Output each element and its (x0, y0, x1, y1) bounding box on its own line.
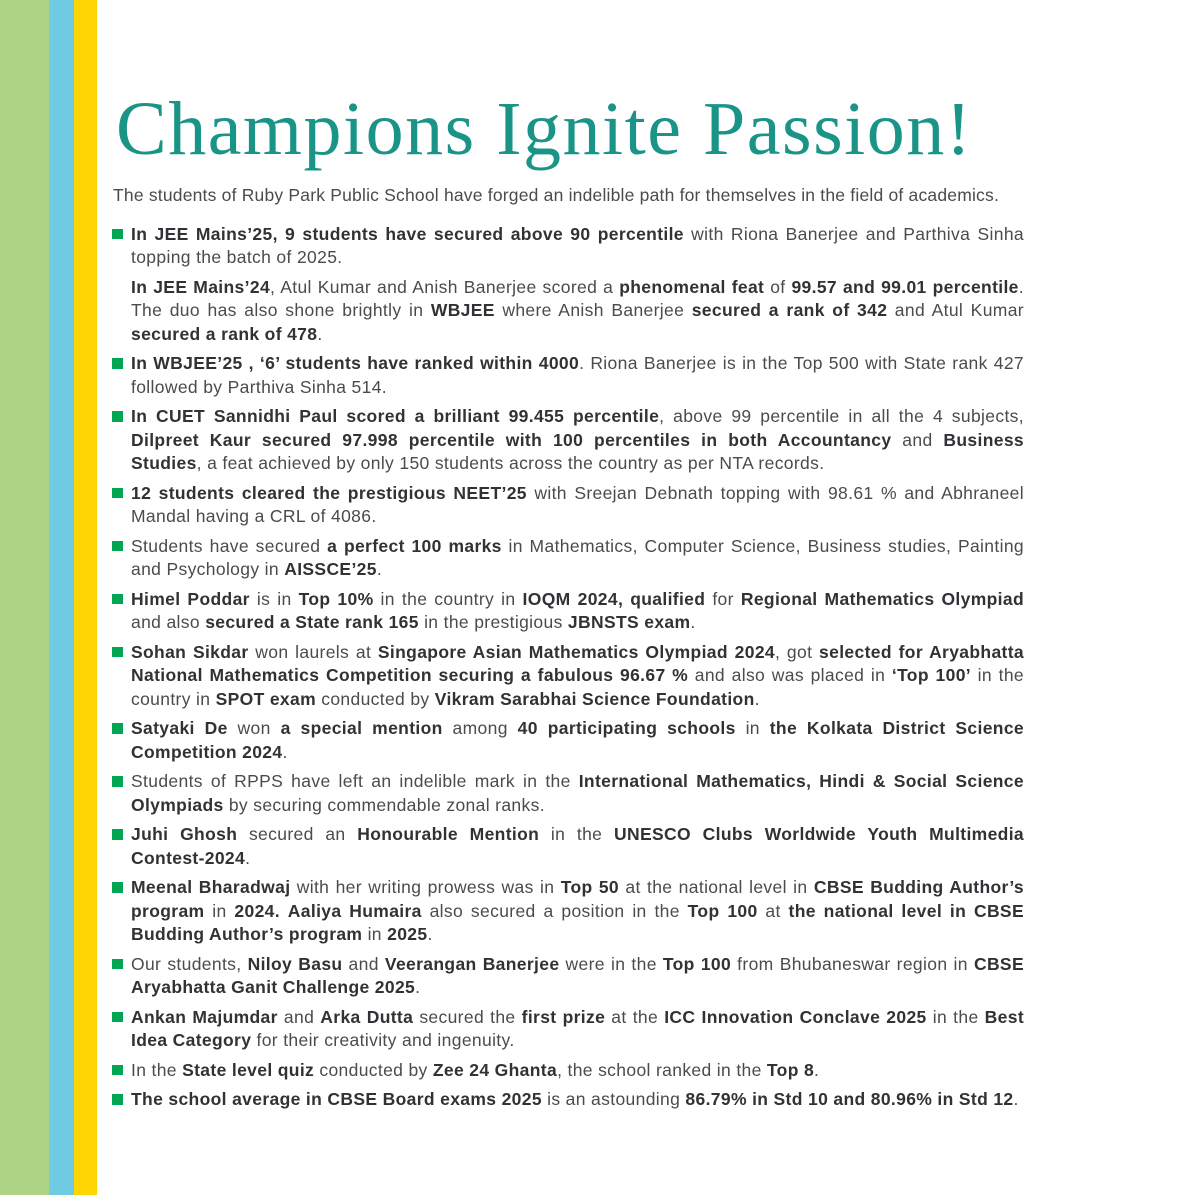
list-item (112, 352, 1024, 399)
achievement-text: Satyaki De won a special mention among 40 participating schools in the Kolkata District Science Competition 2024. (131, 718, 1024, 762)
list-item (112, 223, 1024, 270)
list-item (112, 953, 1024, 1000)
bullet-square-icon (112, 229, 123, 240)
achievement-text: Meenal Bharadwaj with her writing prowess was in Top 50 at the national level in CBSE Budding Author’s program in 2024. Aaliya Humaira also secured a position in the Top 100 at the national level in CBSE Budding Author’s program in 2025. (131, 877, 1025, 944)
achievement-text: Sohan Sikdar won laurels at Singapore Asian Mathematics Olympiad 2024, got selected for Aryabhatta National Mathematics Competition securing a fabulous 96.67 % and also was placed in ‘Top 100’ in the country in SPOT exam conducted by Vikram Sarabhai Science Foundation. (131, 641, 1024, 709)
list-item (112, 770, 1024, 817)
bullet-square-icon (112, 594, 123, 605)
bullet-square-icon (112, 1012, 123, 1023)
achievement-text: Himel Poddar is in Top 10% in the country in IOQM 2024, qualified for Regional Mathematics Olympiad and also secured a State rank 165 in the prestigious JBNSTS exam. (131, 588, 1024, 632)
achievement-text: The school average in CBSE Board exams 2025 is an astounding 86.79% in Std 10 and 80.96% in Std 12. (131, 1089, 1019, 1109)
achievement-text: In JEE Mains’24, Atul Kumar and Anish Banerjee scored a phenomenal feat of 99.57 and 99.01 percentile. The duo has also shone brightly in WBJEE where Anish Banerjee secured a rank of 342 and Atul Kumar secured a rank of 478. (131, 276, 1024, 344)
bullet-square-icon (112, 1065, 123, 1076)
page-title: Champions Ignite Passion! (116, 87, 973, 171)
list-item (112, 482, 1024, 529)
bullet-square-icon (112, 647, 123, 658)
bullet-square-icon (112, 358, 123, 369)
left-stripe-decoration (0, 0, 97, 1195)
bullet-square-icon (112, 723, 123, 734)
list-item (112, 1006, 1024, 1053)
list-item (112, 717, 1024, 764)
achievement-text: In CUET Sannidhi Paul scored a brilliant 99.455 percentile, above 99 percentile in all the 4 subjects, Dilpreet Kaur secured 97.998 percentile with 100 percentiles in both Accountancy and Business Studies, a feat achieved by only 150 students across the country as per NTA records. (131, 406, 1024, 473)
bullet-square-icon (112, 488, 123, 499)
bullet-square-icon (112, 959, 123, 970)
list-item (112, 1088, 1024, 1112)
bullet-square-icon (112, 541, 123, 552)
list-item (112, 276, 1024, 347)
list-item (112, 535, 1024, 582)
list-item (112, 823, 1024, 870)
list-item (112, 876, 1024, 947)
achievement-text: 12 students cleared the prestigious NEET’25 with Sreejan Debnath topping with 98.61 % and Abhraneel Mandal having a CRL of 4086. (131, 482, 1024, 526)
stripe-cyan (49, 0, 74, 1195)
stripe-green (0, 0, 49, 1195)
list-item (112, 1059, 1024, 1083)
list-item (112, 588, 1024, 635)
achievement-text: Ankan Majumdar and Arka Dutta secured the first prize at the ICC Innovation Conclave 2025 in the Best Idea Category for their creativity and ingenuity. (131, 1006, 1025, 1050)
bullet-square-icon (112, 776, 123, 787)
achievement-text: In JEE Mains’25, 9 students have secured above 90 percentile with Riona Banerjee and Parthiva Sinha topping the batch of 2025. (131, 223, 1024, 267)
achievement-text: Juhi Ghosh secured an Honourable Mention in the UNESCO Clubs Worldwide Youth Multimedia Contest-2024. (131, 824, 1024, 868)
achievement-text: Students of RPPS have left an indelible mark in the International Mathematics, Hindi & Social Science Olympiads by securing commendable zonal ranks. (131, 771, 1024, 815)
achievements-list (112, 223, 1024, 1112)
achievement-text: Students have secured a perfect 100 marks in Mathematics, Computer Science, Business studies, Painting and Psychology in AISSCE’25. (131, 535, 1024, 579)
achievement-text: In WBJEE’25 , ‘6’ students have ranked within 4000. Riona Banerjee is in the Top 500 with State rank 427 followed by Parthiva Sinha 514. (131, 353, 1024, 397)
stripe-yellow (74, 0, 97, 1195)
main-content (112, 0, 1082, 1118)
bullet-square-icon (112, 1094, 123, 1105)
intro-text: The students of Ruby Park Public School have forged an indelible path for themselves in the field of academics. (113, 185, 1000, 205)
achievement-text: Our students, Niloy Basu and Veerangan Banerjee were in the Top 100 from Bhubaneswar region in CBSE Aryabhatta Ganit Challenge 2025. (131, 953, 1024, 997)
list-item (112, 641, 1024, 712)
bullet-square-icon (112, 882, 123, 893)
list-item (112, 405, 1024, 476)
achievement-text: In the State level quiz conducted by Zee 24 Ghanta, the school ranked in the Top 8. (131, 1059, 820, 1080)
bullet-square-icon (112, 829, 123, 840)
bullet-square-icon (112, 411, 123, 422)
